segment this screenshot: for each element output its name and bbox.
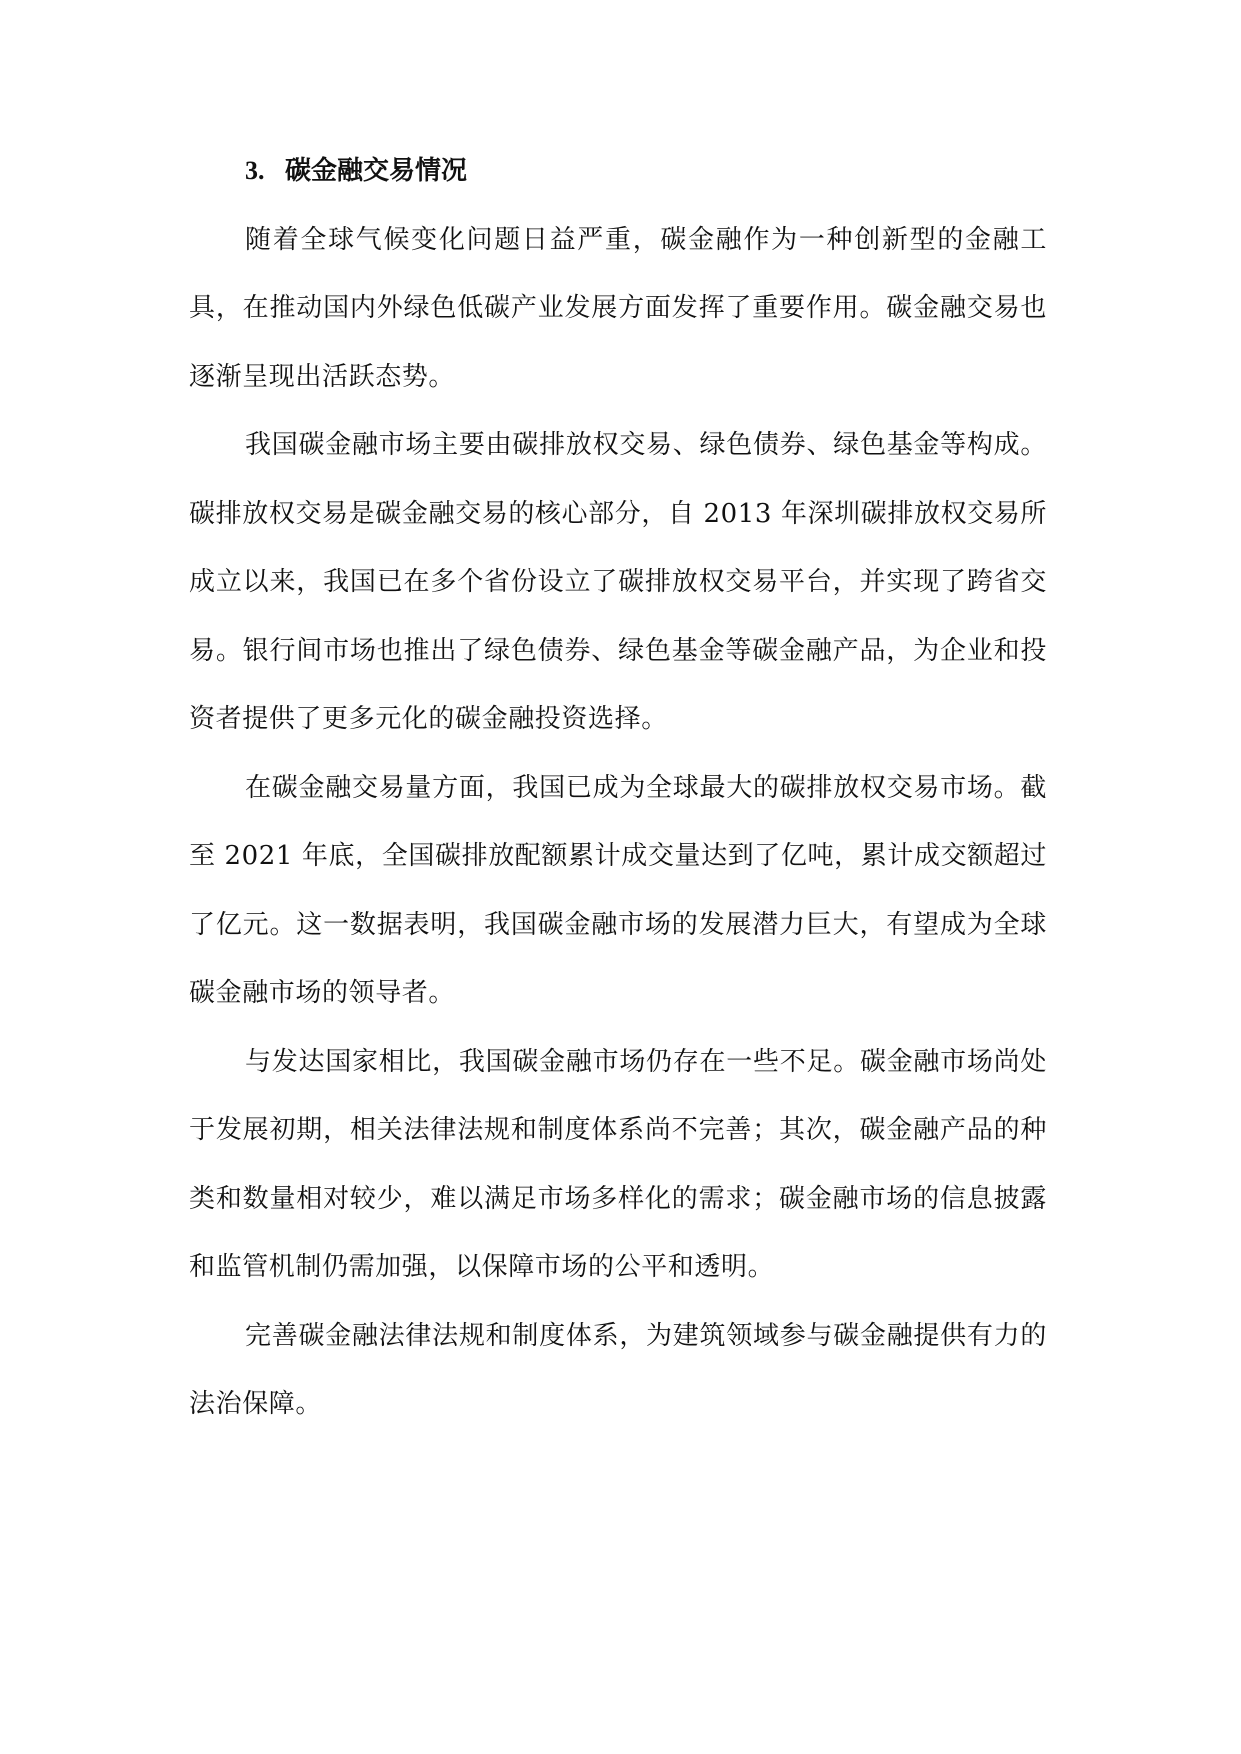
paragraph-intro: 随着全球气候变化问题日益严重，碳金融作为一种创新型的金融工具，在推动国内外绿色低碳产业发展方面发挥了重要作用。碳金融交易也逐渐呈现出活跃态势。 — [189, 224, 1047, 392]
section-title: 碳金融交易情况 — [285, 156, 468, 186]
paragraph-market-composition: 我国碳金融市场主要由碳排放权交易、绿色债券、绿色基金等构成。碳排放权交易是碳金融交易的核心部分，自 2013 年深圳碳排放权交易所成立以来，我国已在多个省份设立了碳排放权交易平台，并实现了跨省交易。银行间市场也推出了绿色债券、绿色基金等碳金融产品，为企业和投资者提供了更多元化的碳金融投资选择。 — [189, 430, 1047, 734]
paragraph-recommendation: 完善碳金融法律法规和制度体系，为建筑领域参与碳金融提供有力的法治保障。 — [189, 1320, 1047, 1419]
paragraph-trading-volume: 在碳金融交易量方面，我国已成为全球最大的碳排放权交易市场。截至 2021 年底，全国碳排放配额累计成交量达到了亿吨，累计成交额超过了亿元。这一数据表明，我国碳金融市场的发展潜力巨大，有望成为全球碳金融市场的领导者。 — [189, 772, 1047, 1008]
section-number: 3. — [245, 156, 265, 185]
section-heading — [189, 137, 1047, 206]
paragraph-shortcomings: 与发达国家相比，我国碳金融市场仍存在一些不足。碳金融市场尚处于发展初期，相关法律法规和制度体系尚不完善；其次，碳金融产品的种类和数量相对较少，难以满足市场多样化的需求；碳金融市场的信息披露和监管机制仍需加强，以保障市场的公平和透明。 — [189, 1046, 1047, 1282]
document-body — [189, 137, 1047, 1439]
